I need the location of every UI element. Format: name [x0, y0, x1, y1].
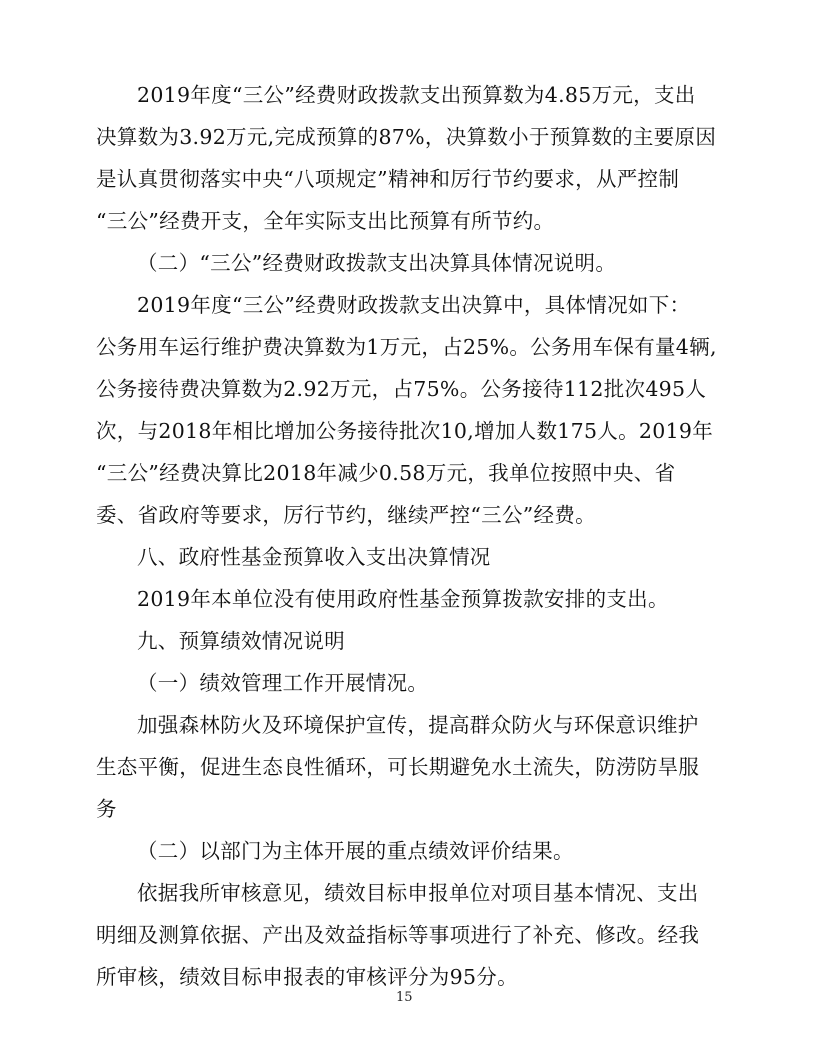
text-line: 生态平衡，促进生态良性循环，可长期避免水土流失，防涝防旱服 — [96, 755, 700, 779]
text-line: 所审核，绩效目标申报表的审核评分为95分。 — [96, 965, 518, 989]
text-line: 九、预算绩效情况说明 — [137, 629, 345, 653]
text-line: 依据我所审核意见，绩效目标申报单位对项目基本情况、支出 — [137, 881, 699, 905]
heading-performance — [96, 620, 726, 662]
text-line: 是认真贯彻落实中央“八项规定”精神和厉行节约要求，从严控制 — [96, 167, 680, 191]
text-line: 2019年度“三公”经费财政拨款支出预算数为4.85万元，支出 — [137, 83, 696, 107]
text-line: （一）绩效管理工作开展情况。 — [137, 671, 429, 695]
text-line: “三公”经费开支，全年实际支出比预算有所节约。 — [96, 209, 555, 233]
text-line: “三公”经费决算比2018年减少0.58万元，我单位按照中央、省 — [96, 461, 676, 485]
text-line: 公务用车运行维护费决算数为1万元，占25%。公务用车保有量4辆, — [96, 335, 717, 359]
text-line: 次，与2018年相比增加公务接待批次10,增加人数175人。2019年 — [96, 419, 714, 443]
text-line: 公务接待费决算数为2.92万元，占75%。公务接待112批次495人 — [96, 377, 707, 401]
text-line: 决算数为3.92万元,完成预算的87%，决算数小于预算数的主要原因 — [96, 125, 717, 149]
paragraph-key-evaluation — [96, 872, 726, 998]
text-line: 明细及测算依据、产出及效益指标等事项进行了补充、修改。经我 — [96, 923, 700, 947]
text-line: 委、省政府等要求，厉行节约，继续严控“三公”经费。 — [96, 503, 596, 527]
subheading-key-evaluation — [96, 830, 726, 872]
text-line: 八、政府性基金预算收入支出决算情况 — [137, 545, 491, 569]
text-line: 2019年本单位没有使用政府性基金预算拨款安排的支出。 — [137, 587, 669, 611]
page-number: 15 — [396, 990, 413, 1005]
paragraph-performance-management — [96, 704, 726, 830]
subheading-three-public-details — [96, 242, 726, 284]
text-line: （二）以部门为主体开展的重点绩效评价结果。 — [137, 839, 574, 863]
text-line: 加强森林防火及环境保护宣传，提高群众防火与环保意识维护 — [137, 713, 699, 737]
subheading-performance-management — [96, 662, 726, 704]
paragraph-three-public-budget — [96, 74, 726, 242]
paragraph-three-public-final-accounts — [96, 284, 726, 536]
text-line: 2019年度“三公”经费财政拨款支出决算中，具体情况如下： — [137, 293, 691, 317]
text-line: 务 — [96, 797, 117, 821]
document-body — [96, 74, 726, 998]
text-line: （二）“三公”经费财政拨款支出决算具体情况说明。 — [137, 251, 617, 275]
paragraph-government-fund — [96, 578, 726, 620]
heading-government-fund — [96, 536, 726, 578]
